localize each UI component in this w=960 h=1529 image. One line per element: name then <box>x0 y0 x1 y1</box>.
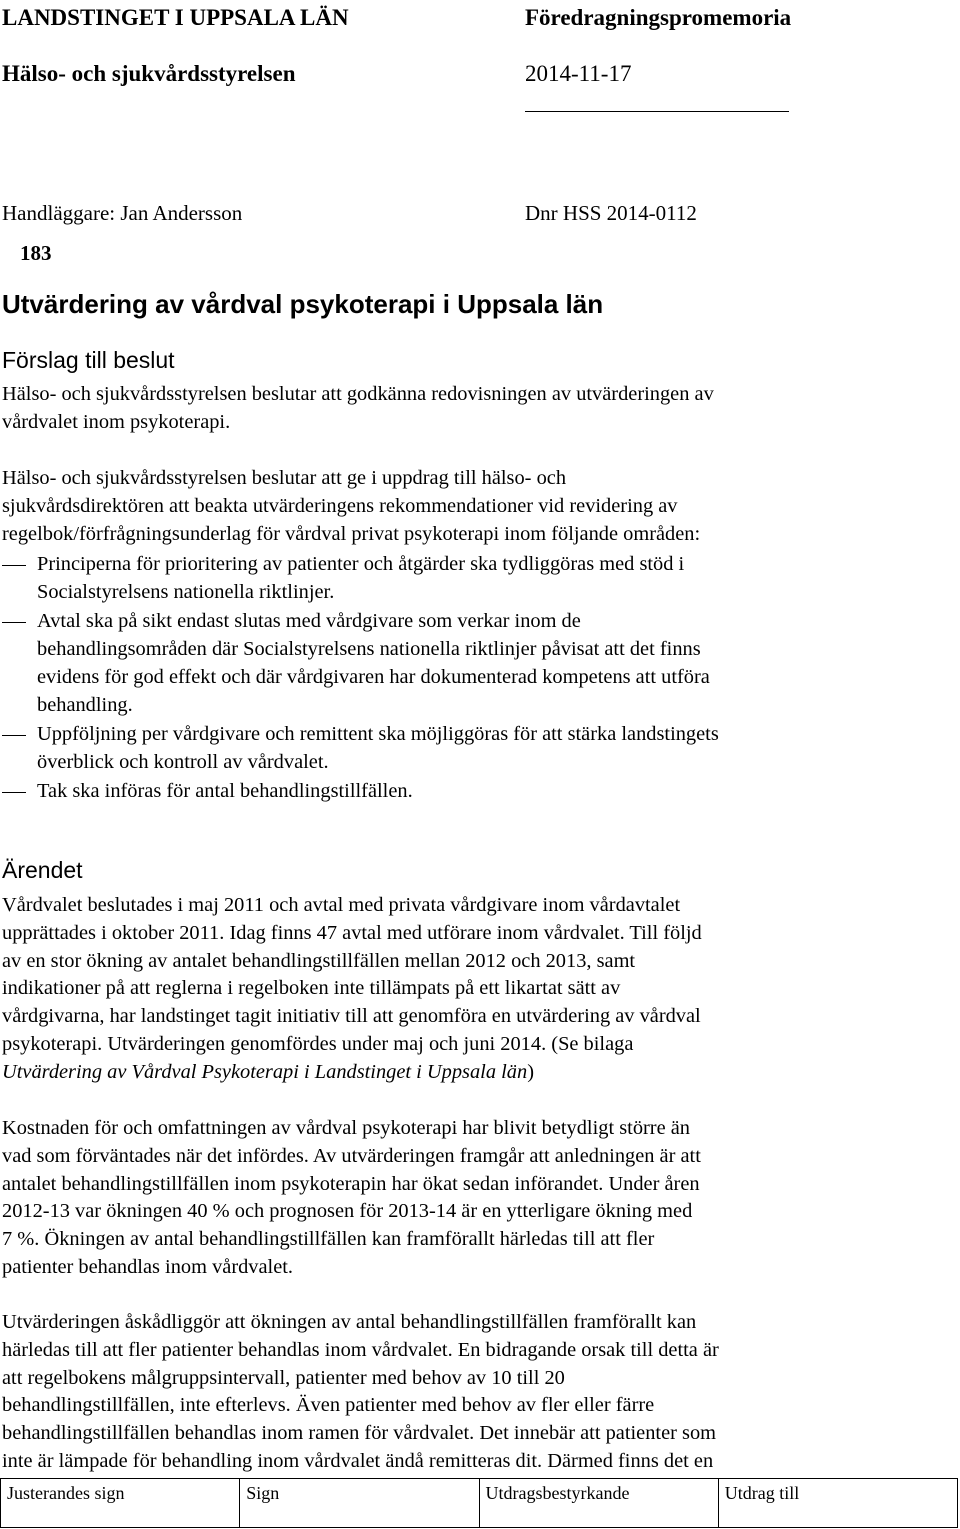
paragraph-line: 2012-13 var ökningen 40 % och prognosen för 2013-14 är en ytterligare ökning med <box>2 1200 693 1223</box>
document-type: Föredragningspromemoria <box>525 5 792 30</box>
proposal-line: vårdvalet inom psykoterapi. <box>2 410 231 433</box>
bullet-line: Avtal ska på sikt endast slutas med vårdgivare som verkar inom de <box>37 610 581 632</box>
proposal-line: Hälso- och sjukvårdsstyrelsen beslutar att godkänna redovisningen av utvärderingen av <box>2 383 714 405</box>
bullet-line: behandling. <box>37 694 133 716</box>
paragraph-line: behandlingstillfällen, inte efterlevs. Även patienter med behov av fler eller färre <box>2 1394 655 1417</box>
paragraph-line: behandlingstillfällen behandlas inom ramen för vårdvalet. Det innebär att patienter som <box>2 1422 717 1445</box>
proposal-text <box>2 381 952 437</box>
paragraph-line: indikationer på att reglerna i regelboken inte tillämpats på ett likartat sätt av <box>2 977 621 1000</box>
footer-cell-justerandes-sign: Justerandes sign <box>1 1479 240 1528</box>
footer-cell-utdragsbestyrkande: Utdragsbestyrkande <box>479 1479 718 1528</box>
organization-name: LANDSTINGET I UPPSALA LÄN <box>2 5 349 30</box>
paragraph <box>2 1309 952 1476</box>
bullet-item <box>37 607 710 719</box>
bullet-line: Tak ska införas för antal behandlingstillfällen. <box>37 780 413 802</box>
paragraph <box>2 1115 952 1282</box>
bullet-item <box>37 777 413 805</box>
bullet-line: överblick och kontroll av vårdvalet. <box>37 751 329 773</box>
bullet-line: Principerna för prioritering av patienter och åtgärder ska tydliggöras med stöd i <box>37 553 685 575</box>
header-rule <box>525 111 789 112</box>
proposal-intro <box>2 465 952 548</box>
dash-bullet <box>2 792 26 793</box>
footer-cell-sign: Sign <box>240 1479 479 1528</box>
footer-cell-utdrag-till: Utdrag till <box>718 1479 957 1528</box>
dash-bullet <box>2 565 26 566</box>
paragraph-line: psykoterapi. Utvärderingen genomfördes under maj och juni 2014. (Se bilaga <box>2 1032 634 1055</box>
intro-line: regelbok/förfrågningsunderlag för vårdval privat psykoterapi inom följande områden: <box>2 522 701 545</box>
signature-table <box>0 1478 958 1528</box>
paragraph-line: antalet behandlingstillfällen inom psykoterapin har ökat sedan införandet. Under åren <box>2 1172 700 1195</box>
handler-label: Handläggare: Jan Andersson <box>2 201 243 225</box>
board-name: Hälso- och sjukvårdsstyrelsen <box>2 61 296 86</box>
bullet-line: behandlingsområden där Socialstyrelsens nationella riktlinjer påvisat att det finns <box>37 638 701 660</box>
paragraph-line: Vårdvalet beslutades i maj 2011 och avtal med privata vårdgivare inom vårdavtalet <box>2 894 681 916</box>
section-heading-arendet: Ärendet <box>2 857 83 883</box>
item-number: 183 <box>20 241 52 265</box>
paragraph-line: 7 %. Ökningen av antal behandlingstillfällen kan framförallt härledas till att fler <box>2 1228 655 1251</box>
paragraph-line: patienter behandlas inom vårdvalet. <box>2 1255 294 1278</box>
page-title: Utvärdering av vårdval psykoterapi i Uppsala län <box>2 289 604 319</box>
intro-line: Hälso- och sjukvårdsstyrelsen beslutar att ge i uppdrag till hälso- och <box>2 467 567 489</box>
case-number: Dnr HSS 2014-0112 <box>525 201 697 225</box>
attachment-title: Utvärdering av Vårdval Psykoterapi i Landstinget i Uppsala län <box>2 1060 528 1083</box>
attachment-close: ) <box>527 1060 534 1083</box>
paragraph-line <box>2 1059 952 1087</box>
dash-bullet <box>2 622 26 623</box>
paragraph-line: att regelbokens målgruppsintervall, patienter med behov av 10 till 20 <box>2 1366 565 1389</box>
paragraph-line: upprättades i oktober 2011. Idag finns 47 avtal med utförare inom vårdvalet. Till följd <box>2 921 702 944</box>
bullet-item <box>37 550 684 606</box>
document-date: 2014-11-17 <box>525 61 632 86</box>
bullet-line: Uppföljning per vårdgivare och remittent ska möjliggöras för att stärka landstingets <box>37 723 719 745</box>
paragraph-line: vårdgivarna, har landstinget tagit initiativ till att genomföra en utvärdering av vårdval <box>2 1005 701 1028</box>
dash-bullet <box>2 735 26 736</box>
paragraph-line: av en stor ökning av antalet behandlingstillfällen mellan 2012 och 2013, samt <box>2 949 636 972</box>
proposal-heading: Förslag till beslut <box>2 347 175 373</box>
paragraph-line: vad som förväntades när det infördes. Av utvärderingen framgår att anledningen är att <box>2 1144 701 1167</box>
bullet-item <box>37 720 719 776</box>
paragraph-line: Utvärderingen åskådliggör att ökningen av antal behandlingstillfällen framförallt kan <box>2 1311 697 1333</box>
bullet-line: Socialstyrelsens nationella riktlinjer. <box>37 581 335 603</box>
paragraph <box>2 892 952 1087</box>
paragraph-line: inte är lämpade för behandling inom vårdvalet ändå remitteras dit. Därmed finns det en <box>2 1449 714 1472</box>
intro-line: sjukvårdsdirektören att beakta utvärderingens rekommendationer vid revidering av <box>2 494 678 517</box>
bullet-line: evidens för god effekt och där vårdgivaren har dokumenterad kompetens att utföra <box>37 666 710 688</box>
paragraph-line: härledas till att fler patienter behandlas inom vårdvalet. En bidragande orsak till detta är <box>2 1338 719 1361</box>
paragraph-line: Kostnaden för och omfattningen av vårdval psykoterapi har blivit betydligt större än <box>2 1117 690 1139</box>
